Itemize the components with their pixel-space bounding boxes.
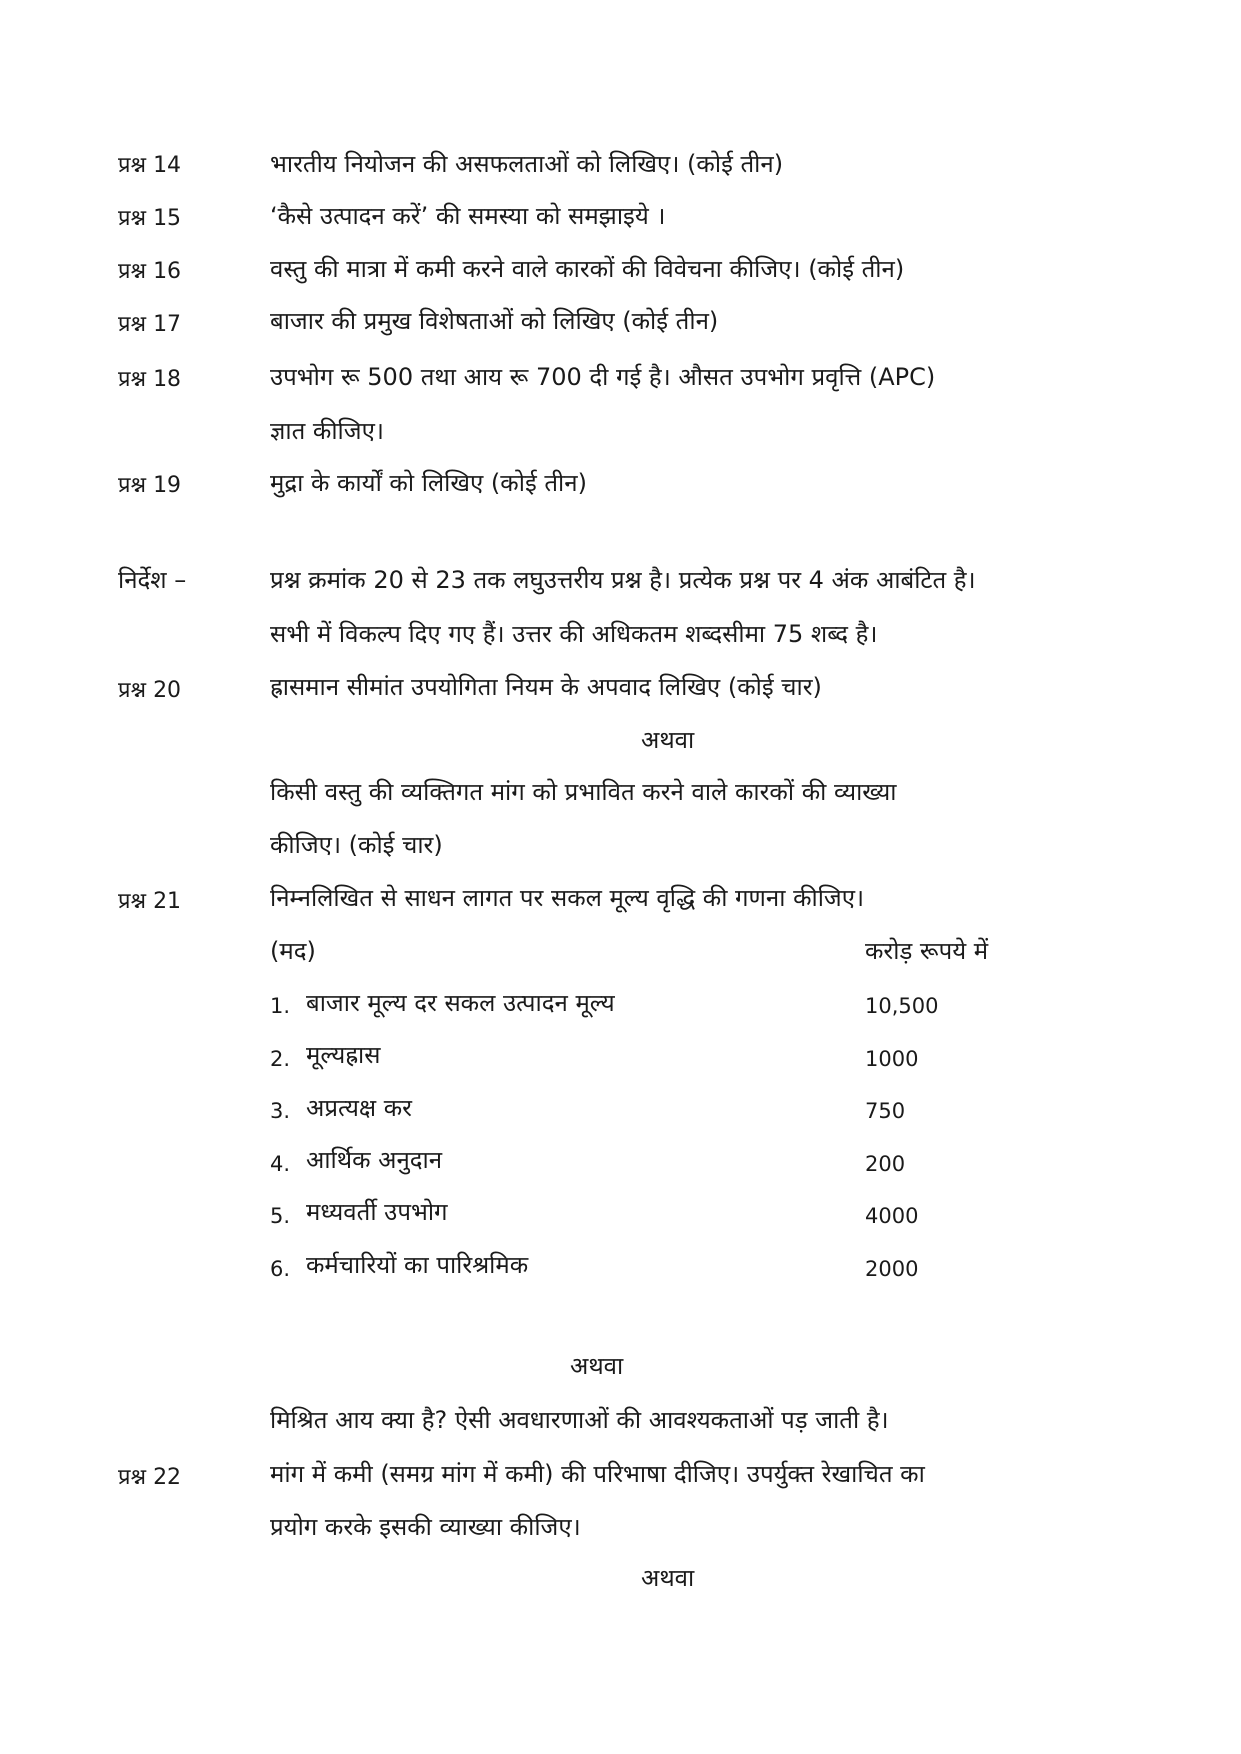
alternate-question-text: कीजिए। (कोई चार)	[270, 831, 443, 859]
question-label: प्रश्न 15	[118, 206, 182, 231]
or-separator: अथवा	[641, 726, 695, 754]
item-number: 2.	[270, 1047, 291, 1071]
alternate-question-text: किसी वस्तु की व्यक्तिगत मांग को प्रभावित करने वाले कारकों की व्याख्या	[270, 778, 897, 806]
item-name: मूल्यह्रास	[306, 1041, 381, 1069]
question-label: प्रश्न 22	[118, 1465, 182, 1490]
item-name: मध्यवर्ती उपभोग	[306, 1198, 448, 1226]
item-number: 3.	[270, 1099, 291, 1123]
instruction-label: निर्देश –	[118, 566, 187, 594]
instruction-line: प्रश्न क्रमांक 20 से 23 तक लघुउत्तरीय प्रश्न है। प्रत्येक प्रश्न पर 4 अंक आबंटित है।	[270, 566, 976, 594]
question-label: प्रश्न 21	[118, 889, 182, 914]
table-header-item: (मद)	[270, 937, 316, 965]
question-label: प्रश्न 14	[118, 153, 182, 178]
question-text: ह्रासमान सीमांत उपयोगिता नियम के अपवाद लिखिए (कोई चार)	[270, 673, 822, 701]
question-text: ‘कैसे उत्पादन करें’ की समस्या को समझाइये ।	[270, 202, 666, 230]
item-number: 5.	[270, 1204, 291, 1228]
question-text: बाजार की प्रमुख विशेषताओं को लिखिए (कोई तीन)	[270, 307, 719, 335]
question-text: मुद्रा के कार्यों को लिखिए (कोई तीन)	[270, 469, 587, 497]
question-text: निम्नलिखित से साधन लागत पर सकल मूल्य वृद्धि की गणना कीजिए।	[270, 884, 865, 912]
item-value: 10,500	[865, 994, 939, 1018]
item-value: 1000	[865, 1047, 919, 1071]
question-label: प्रश्न 18	[118, 367, 182, 392]
instruction-line: सभी में विकल्प दिए गए हैं। उत्तर की अधिकतम शब्दसीमा 75 शब्द है।	[270, 620, 878, 648]
alternate-question-text: मिश्रित आय क्या है? ऐसी अवधारणाओं की आवश्यकताओं पड़ जाती है।	[270, 1406, 889, 1434]
item-name: बाजार मूल्य दर सकल उत्पादन मूल्य	[306, 989, 615, 1017]
item-value: 2000	[865, 1257, 919, 1281]
item-number: 1.	[270, 994, 291, 1018]
question-text: वस्तु की मात्रा में कमी करने वाले कारकों की विवेचना कीजिए। (कोई तीन)	[270, 255, 905, 283]
item-value: 750	[865, 1099, 906, 1123]
table-header-value: करोड़ रूपये में	[865, 937, 989, 965]
item-name: आर्थिक अनुदान	[306, 1146, 443, 1174]
question-text-continued: ज्ञात कीजिए।	[270, 417, 384, 445]
question-label: प्रश्न 16	[118, 259, 182, 284]
question-text: उपभोग रू 500 तथा आय रू 700 दी गई है। औसत उपभोग प्रवृत्ति (APC)	[270, 363, 936, 391]
item-number: 4.	[270, 1152, 291, 1176]
question-text: मांग में कमी (समग्र मांग में कमी) की परिभाषा दीजिए। उपर्युक्त रेखाचित का	[270, 1460, 925, 1488]
item-name: कर्मचारियों का पारिश्रमिक	[306, 1251, 529, 1279]
or-separator: अथवा	[641, 1564, 695, 1592]
question-label: प्रश्न 20	[118, 678, 182, 703]
item-value: 4000	[865, 1204, 919, 1228]
question-text: भारतीय नियोजन की असफलताओं को लिखिए। (कोई तीन)	[270, 150, 784, 178]
question-label: प्रश्न 17	[118, 312, 182, 337]
item-name: अप्रत्यक्ष कर	[306, 1094, 412, 1122]
item-number: 6.	[270, 1257, 291, 1281]
question-label: प्रश्न 19	[118, 473, 182, 498]
or-separator: अथवा	[570, 1352, 624, 1380]
question-text-continued: प्रयोग करके इसकी व्याख्या कीजिए।	[270, 1513, 581, 1541]
item-value: 200	[865, 1152, 906, 1176]
